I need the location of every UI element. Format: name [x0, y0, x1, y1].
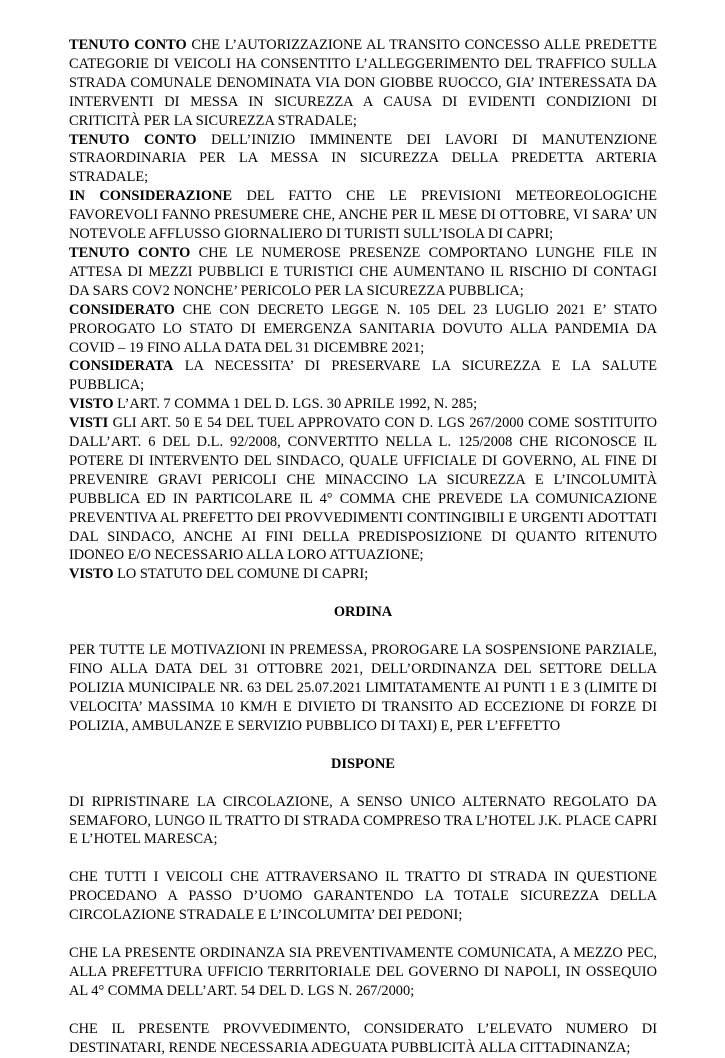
premessa-text: CHE L’AUTORIZZAZIONE AL TRANSITO CONCESSO ALLE PREDETTE CATEGORIE DI VEICOLI HA CONSENTITO L’ALLEGGERIMENTO DEL TRAFFICO SULLA STRADA COMUNALE DENOMINATA VIA DON GIOBBE RUOCCO, GIA’ INTERESSATA DA INTERVENTI DI MESSA IN SICUREZZA A CAUSA DI EVIDENTI CONDIZIONI DI CRITICITÀ PER LA SICUREZZA STRADALE; — [69, 37, 657, 129]
dispone-item: CHE TUTTI I VEICOLI CHE ATTRAVERSANO IL TRATTO DI STRADA IN QUESTIONE PROCEDANO A PASSO D’UOMO GARANTENDO LA TOTALE SICUREZZA DELLA CIRCOLAZIONE STRADALE E L’INCOLUMITA’ DEI PEDONI; — [69, 869, 657, 924]
dispone-item: DI RIPRISTINARE LA CIRCOLAZIONE, A SENSO UNICO ALTERNATO REGOLATO DA SEMAFORO, LUNGO IL TRATTO DI STRADA COMPRESO TRA L’HOTEL J.K. PLACE CAPRI E L’HOTEL MARESCA; — [69, 793, 657, 848]
premessa-text: GLI ART. 50 E 54 DEL TUEL APPROVATO CON D. LGS 267/2000 COME SOSTITUITO DALL’ART. 6 DEL D.L. 92/2008, CONVERTITO NELLA L. 125/2008 CHE RICONOSCE IL POTERE DI INTERVENTO DEL SINDACO, QUALE UFFICIALE DI GOVERNO, AL FINE DI PREVENIRE GRAVI PERICOLI CHE MINACCINO LA SICUREZZA E L’INCOLUMITÀ PUBBLICA ED IN PARTICOLARE IL 4° COMMA CHE PREVEDE LA COMUNICAZIONE PREVENTIVA AL PREFETTO DEI PROVVEDIMENTI CONTINGIBILI E URGENTI ADOTTATI DAL SINDACO, ANCHE AI FINI DELLA PREDISPOSIZIONE DI QUANTO RITENUTO IDONEO E/O NECESSARIO ALLA LORO ATTUAZIONE; — [69, 415, 657, 564]
premesse-section — [69, 36, 657, 584]
premessa-text: DEL FATTO CHE LE PREVISIONI METEOREOLOGICHE FAVOREVOLI FANNO PRESUMERE CHE, ANCHE PER IL MESE DI OTTOBRE, VI SARA’ UN NOTEVOLE AFFLUSSO GIORNALIERO DI TURISTI SULL’ISOLA DI CAPRI; — [69, 188, 657, 243]
premessa-paragraph — [69, 131, 657, 188]
premessa-paragraph — [69, 301, 657, 358]
premessa-text: L’ART. 7 COMMA 1 DEL D. LGS. 30 APRILE 1992, N. 285; — [113, 396, 478, 413]
premessa-paragraph — [69, 395, 657, 414]
premessa-lead: VISTO — [69, 566, 114, 583]
premessa-paragraph — [69, 565, 657, 584]
premessa-text: LA NECESSITA’ DI PRESERVARE LA SICUREZZA E LA SALUTE PUBBLICA; — [69, 358, 657, 394]
premessa-lead: VISTI — [69, 415, 109, 432]
premessa-text: CHE LE NUMEROSE PRESENZE COMPORTANO LUNGHE FILE IN ATTESA DI MEZZI PUBBLICI E TURISTICI CHE AUMENTANO IL RISCHIO DI CONTAGI DA SARS COV2 NONCHE’ PERICOLO PER LA SICUREZZA PUBBLICA; — [69, 244, 657, 299]
premessa-lead: TENUTO CONTO — [69, 37, 187, 53]
premessa-lead: TENUTO CONTO — [69, 131, 197, 148]
premessa-text: DELL’INIZIO IMMINENTE DEI LAVORI DI MANUTENZIONE STRAORDINARIA PER LA MESSA IN SICUREZZA DELLA PREDETTA ARTERIA STRADALE; — [69, 131, 658, 186]
premessa-lead: VISTO — [69, 396, 114, 413]
premessa-paragraph — [69, 357, 657, 395]
premessa-text: CHE CON DECRETO LEGGE N. 105 DEL 23 LUGLIO 2021 E’ STATO PROROGATO LO STATO DI EMERGENZA SANITARIA DOVUTO ALLA PANDEMIA DA COVID – 19 FINO ALLA DATA DEL 31 DICEMBRE 2021; — [69, 301, 657, 356]
premessa-lead: IN CONSIDERAZIONE — [69, 188, 233, 205]
premessa-lead: TENUTO CONTO — [69, 244, 191, 261]
dispone-item: CHE IL PRESENTE PROVVEDIMENTO, CONSIDERATO L’ELEVATO NUMERO DI DESTINATARI, RENDE NECESSARIA ADEGUATA PUBBLICITÀ ALLA CITTADINANZA; — [69, 1020, 657, 1056]
ordina-heading: ORDINA — [333, 604, 393, 621]
ordina-paragraph: PER TUTTE LE MOTIVAZIONI IN PREMESSA, PROROGARE LA SOSPENSIONE PARZIALE, FINO ALLA DATA DEL 31 OTTOBRE 2021, DELL’ORDINANZA DEL SETTORE DELLA POLIZIA MUNICIPALE NR. 63 DEL 25.07.2021 LIMITATAMENTE AI PUNTI 1 E 3 (LIMITE DI VELOCITA’ MASSIMA 10 KM/H E DIVIETO DI TRANSITO AD ECCEZIONE DI FORZE DI POLIZIA, AMBULANZE E SERVIZIO PUBBLICO DI TAXI) E, PER L’EFFETTO — [69, 642, 657, 734]
premessa-paragraph — [69, 414, 657, 565]
dispone-item: CHE LA PRESENTE ORDINANZA SIA PREVENTIVAMENTE COMUNICATA, A MEZZO PEC, ALLA PREFETTURA UFFICIO TERRITORIALE DEL GOVERNO DI NAPOLI, IN OSSEQUIO AL 4° COMMA DELL’ART. 54 DEL D. LGS N. 267/2000; — [69, 945, 657, 999]
premessa-lead: CONSIDERATA — [69, 358, 174, 375]
premessa-lead: CONSIDERATO — [69, 301, 175, 318]
premessa-paragraph — [69, 36, 657, 131]
premessa-text: LO STATUTO DEL COMUNE DI CAPRI; — [113, 566, 369, 583]
premessa-paragraph — [69, 244, 657, 301]
premessa-paragraph — [69, 187, 657, 244]
dispone-heading: DISPONE — [331, 755, 395, 772]
